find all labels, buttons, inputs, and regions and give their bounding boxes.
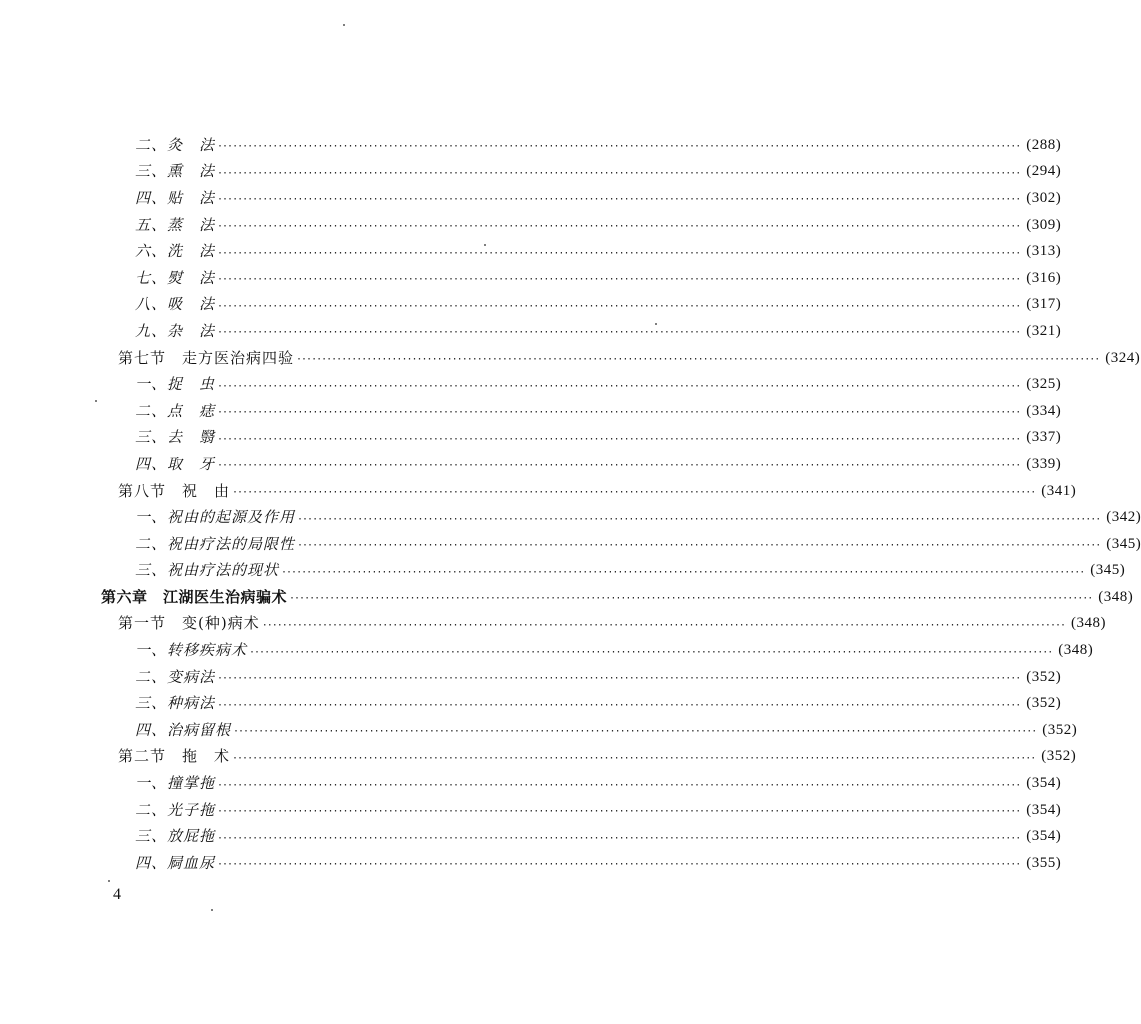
toc-subsection-entry: [135, 292, 1062, 319]
scan-speck: [108, 880, 110, 882]
dot-leader: ································································································································································: [232, 487, 1036, 499]
toc-entry-title: 四、屙血尿: [135, 853, 216, 872]
scan-speck: [484, 244, 486, 246]
toc-subsection-entry: [135, 371, 1062, 398]
toc-entry-title: 第八节 祝 由: [118, 481, 231, 500]
dot-leader: ································································································································································: [217, 673, 1021, 685]
toc-entry-title: 二、灸 法: [135, 135, 216, 154]
toc-entry-title: 一、祝由的起源及作用: [135, 508, 296, 527]
toc-subsection-entry: [135, 823, 1062, 850]
toc-entry-title: 第二节 拖 术: [118, 747, 231, 766]
toc-entry-page: (325): [1026, 376, 1062, 393]
toc-entry-page: (345): [1106, 535, 1141, 552]
toc-subsection-entry: [135, 238, 1062, 265]
dot-leader: ································································································································································: [217, 806, 1021, 818]
toc-entry-page: (317): [1026, 296, 1062, 313]
toc-entry-page: (352): [1041, 748, 1077, 765]
toc-section-entry: [118, 611, 1106, 638]
toc-entry-page: (342): [1106, 509, 1141, 526]
dot-leader: ································································································································································: [249, 646, 1053, 658]
toc-entry-title: 一、撞掌拖: [135, 774, 216, 793]
toc-section-entry: [118, 744, 1077, 771]
dot-leader: ································································································································································: [281, 566, 1085, 578]
toc-entry-title: 四、治病留根: [135, 720, 232, 739]
toc-subsection-entry: [135, 185, 1062, 212]
dot-leader: ································································································································································: [217, 300, 1021, 312]
toc-subsection-entry: [135, 425, 1062, 452]
toc-entry-title: 九、杂 法: [135, 321, 216, 340]
scan-speck: [655, 323, 657, 325]
toc-entry-page: (334): [1026, 402, 1062, 419]
toc-entry-page: (348): [1071, 615, 1106, 632]
toc-subsection-entry: [135, 212, 1062, 239]
dot-leader: ································································································································································: [217, 194, 1021, 206]
dot-leader: ································································································································································: [297, 540, 1101, 552]
toc-entry-title: 七、熨 法: [135, 268, 216, 287]
toc-section-entry: [118, 478, 1077, 505]
dot-leader: ································································································································································: [297, 513, 1101, 525]
toc-entry-page: (341): [1041, 482, 1077, 499]
toc-entry-title: 二、光子拖: [135, 800, 216, 819]
toc-entry-title: 一、捉 虫: [135, 375, 216, 394]
toc-entry-page: (354): [1026, 828, 1062, 845]
toc-entry-page: (321): [1026, 322, 1062, 339]
toc-entry-page: (309): [1026, 216, 1062, 233]
toc-entry-title: 一、转移疾病术: [135, 641, 248, 660]
toc-entry-page: (345): [1090, 562, 1126, 579]
dot-leader: ································································································································································: [261, 619, 1065, 631]
dot-leader: ································································································································································: [217, 832, 1021, 844]
toc-entry-title: 三、熏 法: [135, 162, 216, 181]
dot-leader: ································································································································································: [217, 380, 1021, 392]
toc-entry-page: (352): [1042, 721, 1078, 738]
toc-entry-page: (355): [1026, 854, 1062, 871]
toc-subsection-entry: [135, 690, 1062, 717]
toc-entry-title: 四、取 牙: [135, 454, 216, 473]
toc-entry-title: 第一节 变(种)病术: [118, 614, 260, 633]
dot-leader: ································································································································································: [233, 726, 1037, 738]
scan-speck: [343, 24, 345, 26]
toc-subsection-entry: [135, 664, 1062, 691]
dot-leader: ································································································································································: [296, 354, 1100, 366]
toc-entry-page: (313): [1026, 243, 1062, 260]
toc-entry-page: (348): [1098, 588, 1134, 605]
toc-entry-page: (352): [1026, 695, 1062, 712]
page-number: 4: [113, 886, 121, 903]
dot-leader: ································································································································································: [217, 407, 1021, 419]
toc-subsection-entry: [135, 770, 1062, 797]
toc-subsection-entry: [135, 265, 1062, 292]
toc-subsection-entry: [135, 850, 1062, 877]
toc-entry-page: (294): [1026, 163, 1062, 180]
dot-leader: ································································································································································: [217, 274, 1021, 286]
dot-leader: ································································································································································: [217, 327, 1021, 339]
toc-entry-title: 五、蒸 法: [135, 215, 216, 234]
toc-subsection-entry: [135, 451, 1062, 478]
toc-entry-title: 三、放屁拖: [135, 827, 216, 846]
scan-speck: [211, 909, 213, 911]
table-of-contents: [0, 132, 1141, 877]
toc-subsection-entry: [135, 159, 1062, 186]
toc-entry-title: 第六章 江湖医生治病骗术: [101, 587, 288, 606]
dot-leader: ································································································································································: [289, 593, 1093, 605]
toc-entry-page: (316): [1026, 269, 1062, 286]
toc-entry-page: (337): [1026, 429, 1062, 446]
toc-entry-page: (348): [1058, 642, 1094, 659]
dot-leader: ································································································································································: [217, 859, 1021, 871]
toc-entry-title: 二、祝由疗法的局限性: [135, 534, 296, 553]
toc-subsection-entry: [135, 318, 1062, 345]
dot-leader: ································································································································································: [217, 221, 1021, 233]
toc-entry-title: 六、洗 法: [135, 242, 216, 261]
toc-subsection-entry: [135, 531, 1141, 558]
toc-entry-title: 四、贴 法: [135, 188, 216, 207]
toc-entry-title: 八、吸 法: [135, 295, 216, 314]
dot-leader: ································································································································································: [217, 699, 1021, 711]
dot-leader: ································································································································································: [217, 247, 1021, 259]
toc-entry-title: 三、种病法: [135, 694, 216, 713]
scan-speck: [95, 400, 97, 402]
toc-chapter-entry: [101, 584, 1134, 611]
toc-subsection-entry: [135, 504, 1141, 531]
toc-subsection-entry: [135, 637, 1094, 664]
toc-entry-title: 三、祝由疗法的现状: [135, 561, 280, 580]
toc-subsection-entry: [135, 132, 1062, 159]
dot-leader: ································································································································································: [217, 167, 1021, 179]
toc-entry-title: 第七节 走方医治病四验: [118, 348, 295, 367]
toc-entry-page: (288): [1026, 136, 1062, 153]
toc-entry-page: (354): [1026, 801, 1062, 818]
toc-entry-page: (324): [1105, 349, 1141, 366]
dot-leader: ································································································································································: [232, 752, 1036, 764]
toc-entry-page: (302): [1026, 189, 1062, 206]
toc-subsection-entry: [135, 558, 1126, 585]
toc-entry-page: (352): [1026, 668, 1062, 685]
toc-subsection-entry: [135, 797, 1062, 824]
dot-leader: ································································································································································: [217, 141, 1021, 153]
toc-subsection-entry: [135, 398, 1062, 425]
toc-entry-title: 二、变病法: [135, 667, 216, 686]
toc-entry-page: (354): [1026, 775, 1062, 792]
dot-leader: ································································································································································: [217, 460, 1021, 472]
dot-leader: ································································································································································: [217, 779, 1021, 791]
toc-entry-title: 三、去 翳: [135, 428, 216, 447]
toc-section-entry: [118, 345, 1141, 372]
dot-leader: ································································································································································: [217, 433, 1021, 445]
toc-entry-page: (339): [1026, 455, 1062, 472]
toc-subsection-entry: [135, 717, 1078, 744]
toc-entry-title: 二、点 痣: [135, 401, 216, 420]
